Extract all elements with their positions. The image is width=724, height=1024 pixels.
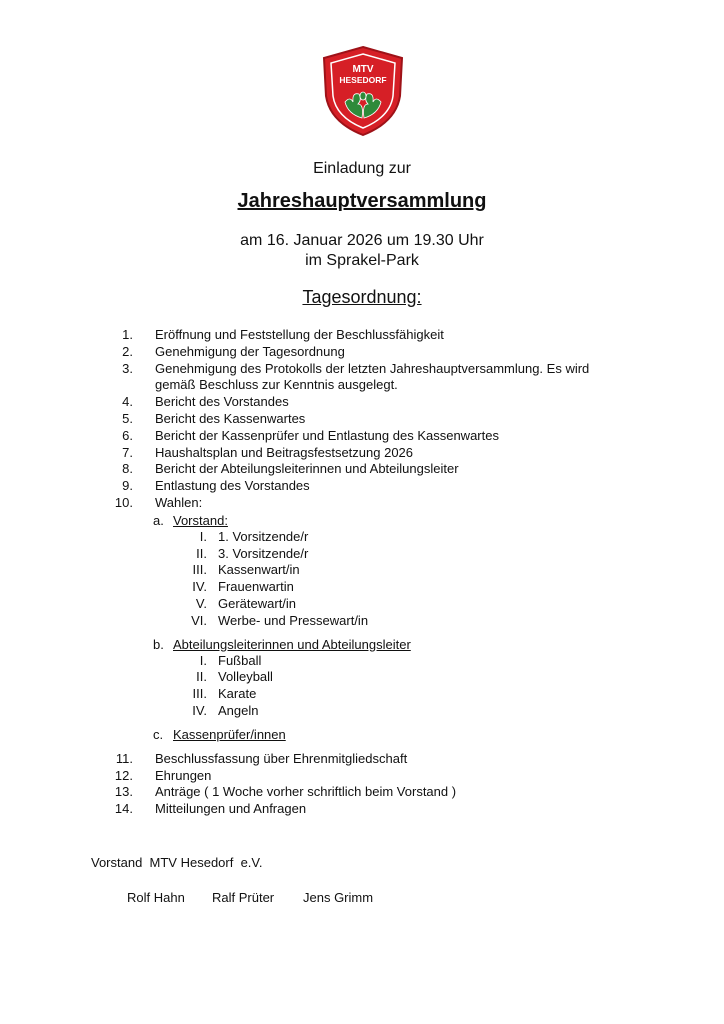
item-text: Bericht des Vorstandes (155, 394, 289, 410)
election-position (0, 653, 724, 670)
item-text: Entlastung des Vorstandes (155, 478, 310, 494)
election-group-abteilungen (0, 636, 724, 653)
board-footer: Vorstand MTV Hesedorf e.V. (91, 855, 263, 870)
group-label: Vorstand: (173, 512, 228, 528)
signer-name: Jens Grimm (303, 890, 374, 905)
position-number: III. (192, 686, 207, 702)
position-text: Werbe- und Pressewart/in (218, 612, 369, 628)
item-number: 12. (114, 767, 133, 783)
item-number: 10. (114, 494, 133, 510)
position-number: II. (196, 669, 207, 685)
election-position (0, 613, 724, 630)
item-text: Haushaltsplan und Beitragsfestsetzung 2026 (155, 444, 414, 460)
agenda-item (0, 344, 724, 361)
position-text: 1. Vorsitzende/r (218, 528, 309, 544)
item-number: 13. (114, 784, 133, 800)
item-text: Bericht des Kassenwartes (155, 410, 306, 426)
election-position (0, 529, 724, 546)
item-number: 14. (114, 801, 133, 817)
agenda-item (0, 751, 724, 768)
item-text: Genehmigung des Protokolls der letzten Jahreshauptversammlung. Es wird gemäß Beschluss zur Kenntnis ausgelegt. (155, 360, 590, 393)
logo-text-bottom: HESEDORF (339, 75, 387, 85)
agenda-item (0, 394, 724, 411)
agenda-item (0, 768, 724, 785)
agenda-item (0, 784, 724, 801)
position-text: Volleyball (218, 669, 273, 685)
item-text: Anträge ( 1 Woche vorher schriftlich beim Vorstand ) (155, 784, 457, 800)
meeting-datetime (0, 231, 724, 271)
position-number: III. (192, 562, 207, 578)
item-text: Bericht der Kassenprüfer und Entlastung des Kassenwartes (155, 427, 499, 443)
group-letter: c. (153, 726, 164, 742)
agenda-item (0, 428, 724, 445)
agenda-item (0, 445, 724, 462)
agenda-item (0, 327, 724, 344)
election-position (0, 686, 724, 703)
item-text: Ehrungen (155, 767, 212, 783)
position-number: II. (196, 545, 207, 561)
item-text: Wahlen: (155, 494, 203, 510)
item-number: 1. (122, 327, 133, 342)
position-text: Kassenwart/in (218, 562, 300, 578)
position-number: VI. (191, 612, 207, 628)
group-label: Kassenprüfer/innen (173, 726, 286, 742)
position-text: Gerätewart/in (218, 595, 297, 611)
invitation-intro: Einladung zur (313, 160, 411, 177)
page-title: Jahreshauptversammlung (237, 190, 487, 212)
agenda-heading: Tagesordnung: (302, 287, 422, 307)
group-label: Abteilungsleiterinnen und Abteilungsleiter (173, 636, 411, 652)
item-text: Bericht der Abteilungsleiterinnen und Abteilungsleiter (155, 461, 459, 477)
agenda-item (0, 411, 724, 428)
item-text: Mitteilungen und Anfragen (155, 801, 307, 817)
election-position (0, 562, 724, 579)
item-number: 11. (115, 750, 133, 766)
position-number: I. (199, 528, 207, 544)
position-text: Frauenwartin (218, 579, 294, 595)
item-number: 7. (122, 444, 133, 460)
agenda-item (0, 495, 724, 512)
item-number: 9. (122, 478, 133, 494)
signer-name: Rolf Hahn (127, 890, 185, 905)
position-text: Karate (218, 686, 257, 702)
location-line: im Sprakel-Park (305, 252, 419, 269)
election-position (0, 579, 724, 596)
date-line: am 16. Januar 2026 um 19.30 Uhr (240, 232, 484, 249)
item-number: 3. (122, 360, 133, 376)
club-logo (318, 44, 408, 138)
position-text: Angeln (218, 702, 259, 718)
item-text: Genehmigung der Tagesordnung (155, 343, 345, 359)
position-text: Fußball (218, 652, 262, 668)
election-position (0, 546, 724, 563)
group-letter: a. (153, 512, 164, 528)
item-number: 2. (122, 343, 133, 359)
election-position (0, 669, 724, 686)
item-text: Beschlussfassung über Ehrenmitgliedschaft (155, 750, 408, 766)
item-text: Eröffnung und Feststellung der Beschlussfähigkeit (155, 327, 444, 342)
position-number: V. (195, 595, 207, 611)
agenda-item (0, 478, 724, 495)
position-number: IV. (192, 579, 207, 595)
election-position (0, 596, 724, 613)
position-number: I. (199, 652, 207, 668)
agenda-item (0, 361, 724, 395)
logo-text-top: MTV (352, 64, 374, 75)
signer-name: Ralf Prüter (212, 890, 275, 905)
position-text: 3. Vorsitzende/r (218, 545, 309, 561)
agenda-list (0, 327, 724, 818)
item-number: 6. (122, 427, 133, 443)
item-number: 5. (122, 410, 133, 426)
position-number: IV. (192, 702, 207, 718)
election-group-kassenpruefer (0, 726, 724, 743)
agenda-item (0, 801, 724, 818)
election-position (0, 703, 724, 720)
item-number: 4. (122, 394, 133, 410)
item-number: 8. (122, 461, 133, 477)
election-group-vorstand (0, 512, 724, 529)
agenda-item (0, 461, 724, 478)
group-letter: b. (153, 636, 164, 652)
